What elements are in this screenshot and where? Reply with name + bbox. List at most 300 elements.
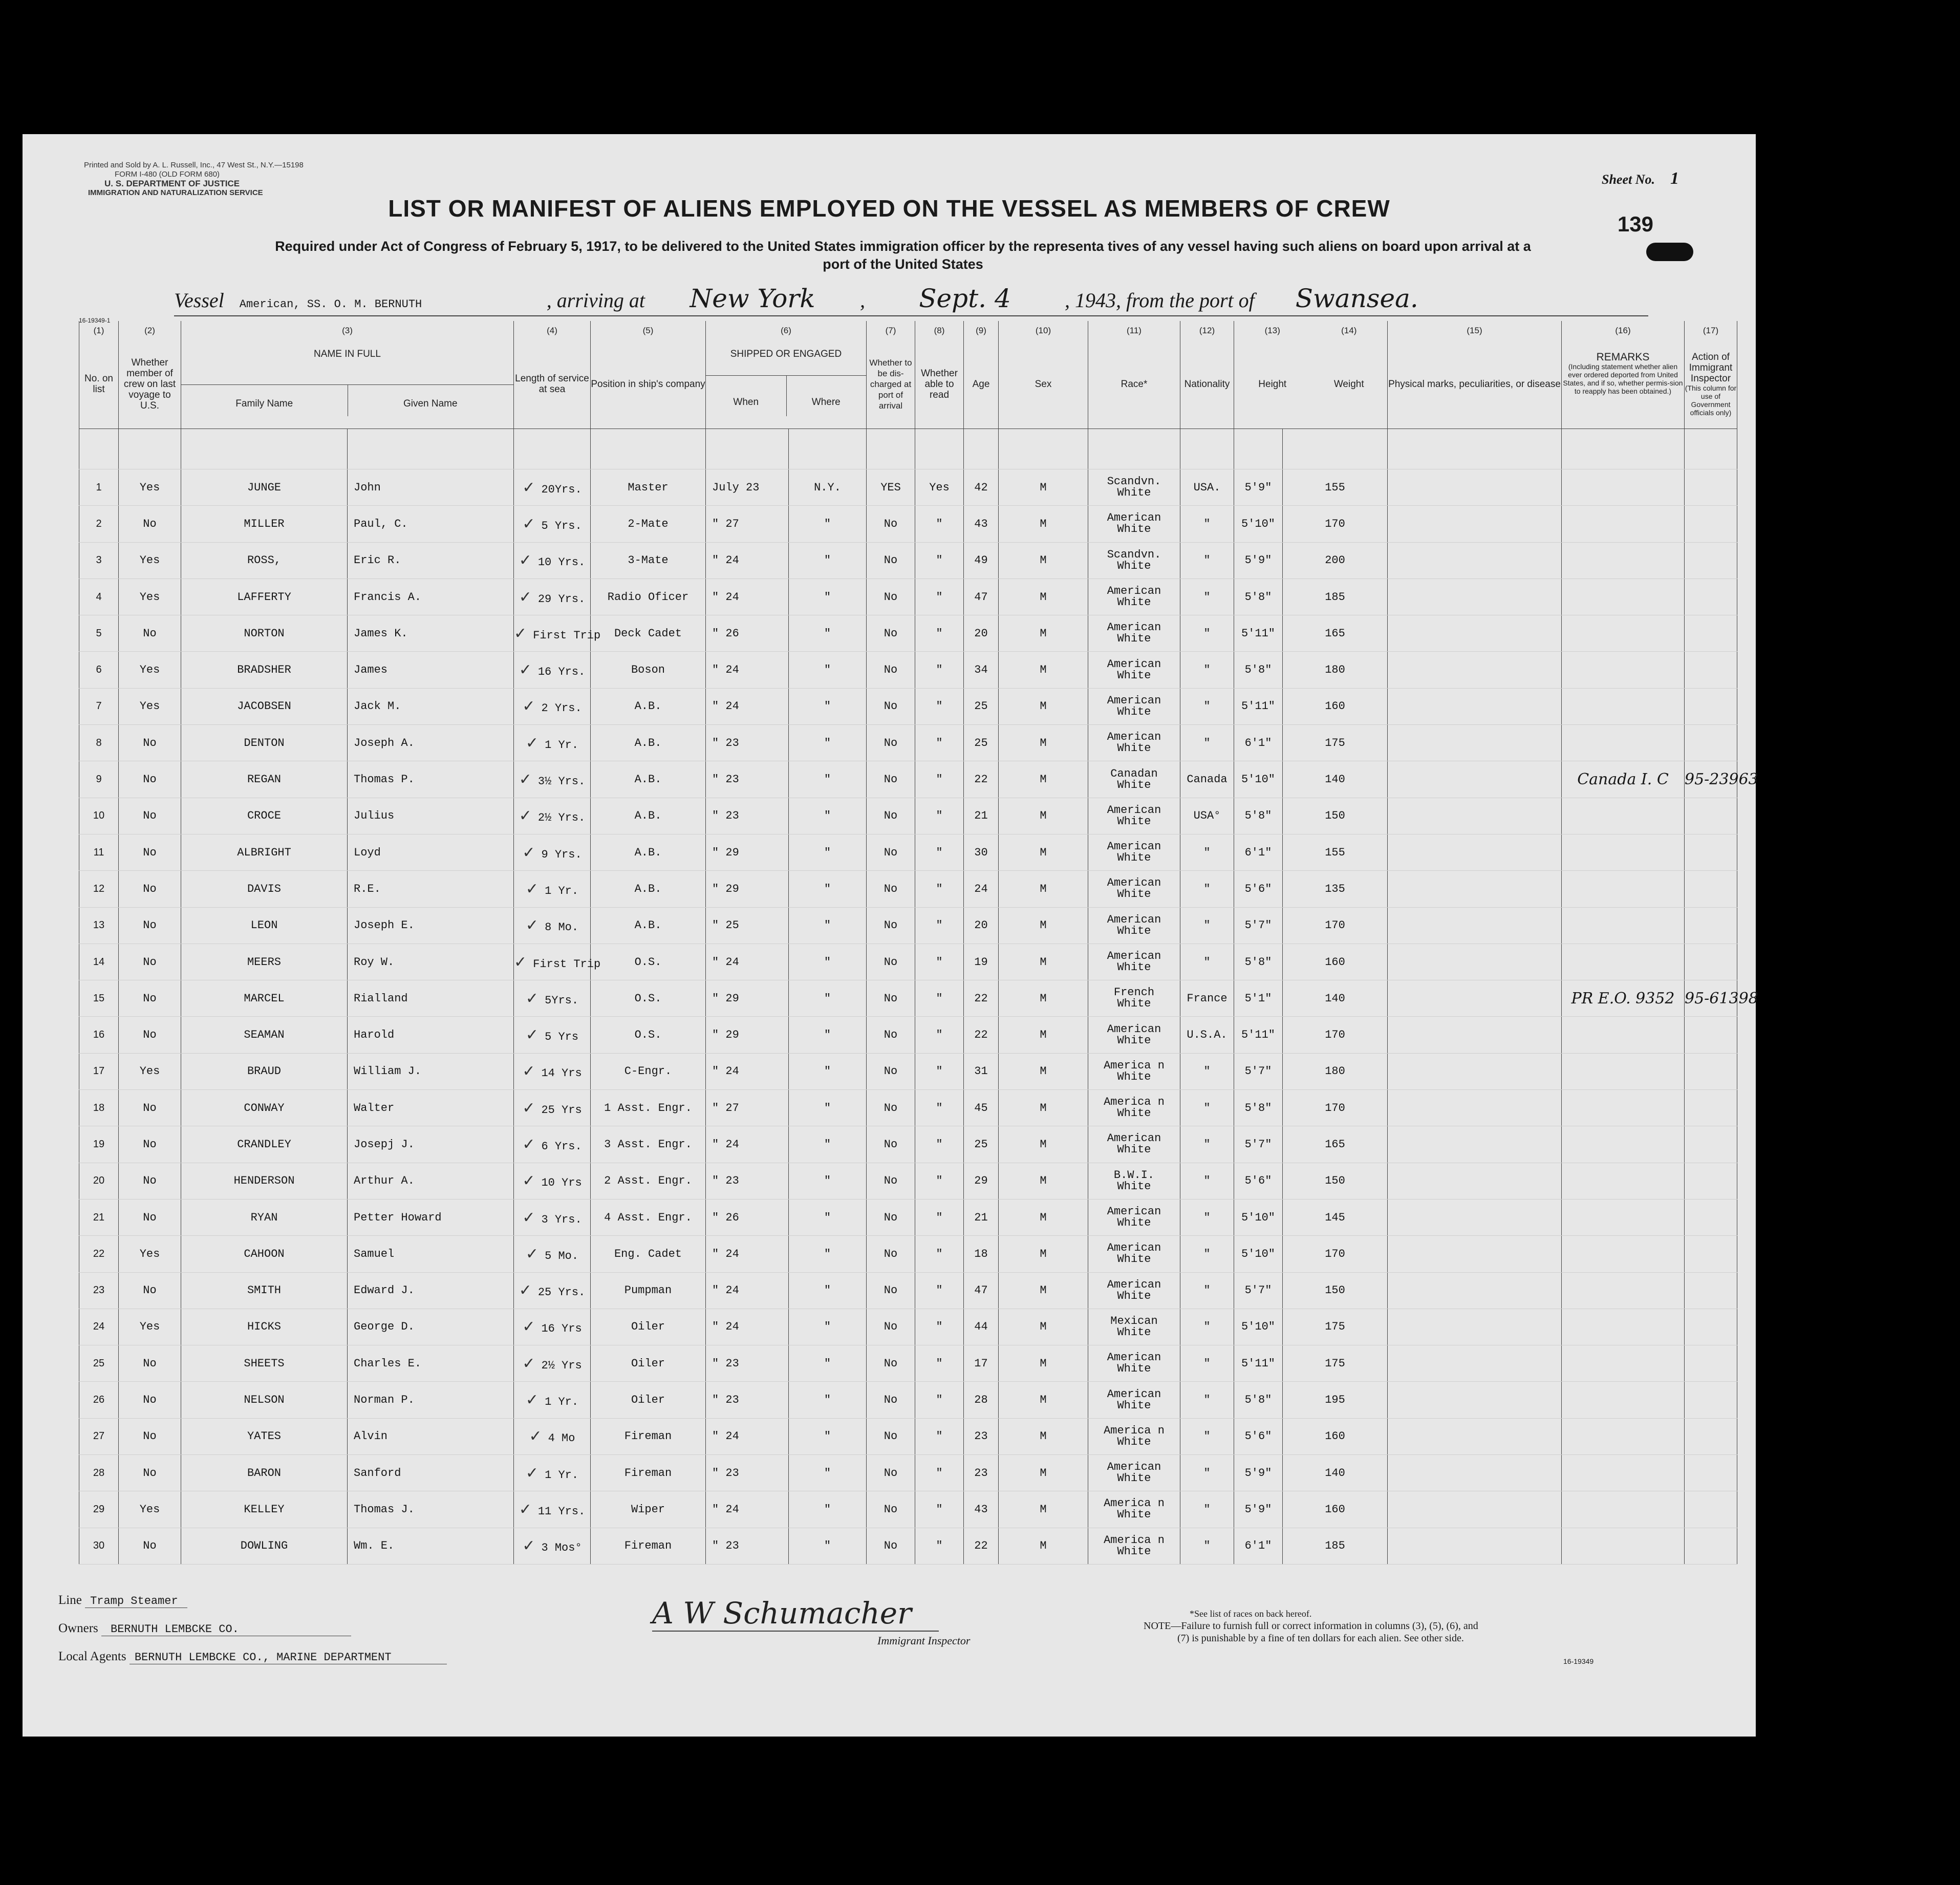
cell-given-name: Julius (348, 798, 514, 834)
cell-physical-marks (1388, 871, 1562, 907)
race-line: America n (1104, 1096, 1165, 1109)
cell-race (1088, 834, 1180, 870)
cell-age: 31 (964, 1053, 999, 1089)
cell-family-name: ALBRIGHT (181, 834, 348, 870)
cell-action (1685, 688, 1737, 724)
race-line: White (1117, 1399, 1151, 1412)
cell-when: " 23 (706, 761, 789, 798)
header-height-weight (1234, 339, 1388, 429)
cell-height: 5'10" (1234, 1309, 1283, 1345)
cell-remarks (1562, 615, 1685, 652)
form-ref-top: 16-19349-1 (79, 317, 111, 324)
cell-discharged: No (867, 1309, 915, 1345)
cell-able-read: " (915, 506, 964, 542)
cell-family-name: REGAN (181, 761, 348, 798)
cell-age: 17 (964, 1345, 999, 1382)
cell-no: 14 (79, 944, 119, 980)
cell-service (514, 1418, 591, 1454)
cell-sex: M (999, 871, 1088, 907)
cell-able-read: " (915, 834, 964, 870)
cell-service (514, 1236, 591, 1272)
cell-discharged: No (867, 907, 915, 944)
cell-action (1685, 542, 1737, 579)
cell-age: 44 (964, 1309, 999, 1345)
cell-when: " 25 (706, 907, 789, 944)
cell-where: " (789, 1418, 867, 1454)
cell-where: " (789, 652, 867, 688)
service-value: 16 Yrs (541, 1322, 582, 1336)
cell-race (1088, 1455, 1180, 1491)
cell-physical-marks (1388, 834, 1562, 870)
printer-imprint (84, 161, 304, 198)
manifest-sheet (23, 134, 1756, 1737)
cell-age: 47 (964, 1272, 999, 1309)
service-value: 5Yrs. (545, 994, 579, 1007)
check-mark-icon: ✓ (519, 770, 532, 789)
cell-age: 43 (964, 506, 999, 542)
cell-when: " 24 (706, 652, 789, 688)
cell-given-name: R.E. (348, 871, 514, 907)
cell-service (514, 1345, 591, 1382)
cell-last-voyage: No (119, 1455, 181, 1491)
inspector-label: Immigrant Inspector (877, 1634, 971, 1647)
cell-remarks (1562, 688, 1685, 724)
cell-action (1685, 579, 1737, 615)
cell-given-name: Francis A. (348, 579, 514, 615)
cell-family-name: SMITH (181, 1272, 348, 1309)
race-line: American (1107, 1241, 1161, 1255)
table-row (79, 1236, 1737, 1272)
race-line: White (1117, 1289, 1151, 1302)
cell-action (1685, 1126, 1737, 1163)
cell-position: 2 Asst. Engr. (591, 1163, 706, 1199)
cell-age: 47 (964, 579, 999, 615)
table-row (79, 652, 1737, 688)
cell-discharged: No (867, 944, 915, 980)
header-given-name: Given Name (403, 398, 458, 409)
cell-nationality: " (1180, 1382, 1234, 1418)
cell-remarks (1562, 798, 1685, 834)
race-line: White (1117, 596, 1151, 609)
table-row (79, 1309, 1737, 1345)
imprint-line: FORM I-480 (OLD FORM 680) (115, 170, 220, 179)
table-row (79, 725, 1737, 761)
col-num: (7) (867, 321, 915, 339)
cell-able-read: " (915, 980, 964, 1017)
cell-no: 18 (79, 1090, 119, 1126)
cell-physical-marks (1388, 1491, 1562, 1528)
cell-weight: 165 (1283, 1126, 1388, 1163)
header-no-on-list: No. on list (79, 339, 119, 429)
col-num: (3) (181, 321, 514, 339)
check-mark-icon: ✓ (519, 551, 532, 570)
cell-able-read: " (915, 1491, 964, 1528)
cell-no: 5 (79, 615, 119, 652)
cell-sex: M (999, 1345, 1088, 1382)
cell-service (514, 761, 591, 798)
race-line: White (1117, 1107, 1151, 1120)
cell-age: 24 (964, 871, 999, 907)
table-row (79, 615, 1737, 652)
cell-when: " 23 (706, 1528, 789, 1564)
cell-where: " (789, 761, 867, 798)
cell-given-name: Walter (348, 1090, 514, 1126)
cell-no: 25 (79, 1345, 119, 1382)
race-line: American (1107, 840, 1161, 853)
race-line: American (1107, 511, 1161, 525)
cell-nationality: " (1180, 1418, 1234, 1454)
race-line: American (1107, 731, 1161, 744)
col-num: (11) (1088, 321, 1180, 339)
cell-where: " (789, 688, 867, 724)
cell-action (1685, 469, 1737, 506)
cell-position: 3 Asst. Engr. (591, 1126, 706, 1163)
cell-position: C-Engr. (591, 1053, 706, 1089)
cell-physical-marks (1388, 1309, 1562, 1345)
cell-family-name: HICKS (181, 1309, 348, 1345)
cell-discharged: No (867, 1455, 915, 1491)
cell-position: A.B. (591, 798, 706, 834)
sheet-number (1602, 169, 1679, 188)
cell-no: 8 (79, 725, 119, 761)
cell-age: 19 (964, 944, 999, 980)
table-row (79, 579, 1737, 615)
cell-weight: 165 (1283, 615, 1388, 652)
cell-no: 1 (79, 469, 119, 506)
cell-race (1088, 907, 1180, 944)
check-mark-icon: ✓ (522, 843, 535, 862)
cell-race (1088, 1418, 1180, 1454)
cell-age: 22 (964, 980, 999, 1017)
cell-race (1088, 542, 1180, 579)
cell-when: " 29 (706, 1017, 789, 1053)
cell-age: 25 (964, 1126, 999, 1163)
cell-physical-marks (1388, 1418, 1562, 1454)
cell-remarks (1562, 1382, 1685, 1418)
table-row (79, 1528, 1737, 1564)
cell-given-name: Joseph E. (348, 907, 514, 944)
cell-position: Fireman (591, 1418, 706, 1454)
form-title: LIST OR MANIFEST OF ALIENS EMPLOYED ON THE VESSEL AS MEMBERS OF CREW (388, 195, 1390, 222)
cell-family-name: JACOBSEN (181, 688, 348, 724)
arriving-label: , arriving at (546, 289, 645, 312)
cell-service (514, 871, 591, 907)
cell-sex: M (999, 1528, 1088, 1564)
cell-discharged: No (867, 725, 915, 761)
cell-able-read: " (915, 579, 964, 615)
cell-when: " 24 (706, 1309, 789, 1345)
cell-sex: M (999, 725, 1088, 761)
table-row (79, 907, 1737, 944)
cell-nationality: " (1180, 1236, 1234, 1272)
cell-no: 24 (79, 1309, 119, 1345)
cell-physical-marks (1388, 1382, 1562, 1418)
race-line: White (1117, 486, 1151, 500)
header-discharged: Whether to be dis-charged at port of arrival (867, 339, 915, 429)
check-mark-icon: ✓ (514, 953, 527, 971)
cell-position: A.B. (591, 871, 706, 907)
cell-position: 1 Asst. Engr. (591, 1090, 706, 1126)
cell-age: 20 (964, 615, 999, 652)
cell-nationality: France (1180, 980, 1234, 1017)
header-length-service: Length of service at sea (514, 339, 591, 429)
cell-weight: 160 (1283, 688, 1388, 724)
cell-position: Wiper (591, 1491, 706, 1528)
cell-remarks (1562, 1309, 1685, 1345)
cell-able-read: " (915, 688, 964, 724)
cell-physical-marks (1388, 944, 1562, 980)
race-line: America n (1104, 1533, 1165, 1547)
cell-remarks (1562, 871, 1685, 907)
cell-sex: M (999, 761, 1088, 798)
cell-where: " (789, 1017, 867, 1053)
cell-age: 25 (964, 688, 999, 724)
cell-weight: 155 (1283, 834, 1388, 870)
cell-no: 10 (79, 798, 119, 834)
cell-last-voyage: No (119, 980, 181, 1017)
check-mark-icon: ✓ (522, 1172, 535, 1190)
check-mark-icon: ✓ (519, 1281, 532, 1300)
header-height: Height (1258, 378, 1287, 390)
cell-able-read: " (915, 1309, 964, 1345)
cell-when: " 24 (706, 1053, 789, 1089)
cell-discharged: No (867, 1090, 915, 1126)
service-value: 1 Yr. (545, 884, 579, 897)
cell-position: Deck Cadet (591, 615, 706, 652)
cell-nationality: " (1180, 1528, 1234, 1564)
cell-discharged: No (867, 615, 915, 652)
cell-family-name: CONWAY (181, 1090, 348, 1126)
cell-position: Pumpman (591, 1272, 706, 1309)
cell-discharged: No (867, 1491, 915, 1528)
service-value: First Trip (533, 957, 601, 971)
cell-height: 5'7" (1234, 1053, 1283, 1089)
table-row (79, 688, 1737, 724)
cell-physical-marks (1388, 1199, 1562, 1235)
header-weight: Weight (1333, 378, 1364, 390)
cell-able-read: " (915, 725, 964, 761)
cell-discharged: No (867, 1199, 915, 1235)
note-line: (7) is punishable by a fine of ten dollars for each alien. See other side. (1177, 1633, 1464, 1644)
cell-service (514, 834, 591, 870)
cell-discharged: No (867, 1418, 915, 1454)
cell-last-voyage: No (119, 506, 181, 542)
cell-last-voyage: No (119, 1090, 181, 1126)
race-line: American (1107, 1461, 1161, 1474)
cell-no: 23 (79, 1272, 119, 1309)
cell-no: 9 (79, 761, 119, 798)
cell-service (514, 542, 591, 579)
race-line: American (1107, 1132, 1161, 1145)
cell-where: " (789, 798, 867, 834)
table-row (79, 798, 1737, 834)
cell-race (1088, 1053, 1180, 1089)
table-row (79, 1017, 1737, 1053)
cell-discharged: No (867, 652, 915, 688)
cell-race (1088, 652, 1180, 688)
cell-action (1685, 1418, 1737, 1454)
cell-where: " (789, 980, 867, 1017)
cell-where: " (789, 1199, 867, 1235)
cell-nationality: " (1180, 688, 1234, 724)
cell-family-name: KELLEY (181, 1491, 348, 1528)
cell-weight: 185 (1283, 579, 1388, 615)
cell-height: 5'9" (1234, 542, 1283, 579)
cell-no: 2 (79, 506, 119, 542)
cell-age: 43 (964, 1491, 999, 1528)
cell-position: Oiler (591, 1382, 706, 1418)
cell-action (1685, 506, 1737, 542)
cell-remarks (1562, 1053, 1685, 1089)
cell-action (1685, 1017, 1737, 1053)
cell-able-read: " (915, 1236, 964, 1272)
cell-race (1088, 1236, 1180, 1272)
cell-where: " (789, 1309, 867, 1345)
cell-no: 3 (79, 542, 119, 579)
cell-discharged: No (867, 1272, 915, 1309)
cell-last-voyage: No (119, 834, 181, 870)
cell-action (1685, 1528, 1737, 1564)
cell-remarks (1562, 506, 1685, 542)
cell-given-name: Wm. E. (348, 1528, 514, 1564)
cell-able-read: " (915, 542, 964, 579)
cell-action (1685, 1455, 1737, 1491)
cell-race (1088, 506, 1180, 542)
cell-race (1088, 944, 1180, 980)
cell-remarks (1562, 1236, 1685, 1272)
cell-age: 34 (964, 652, 999, 688)
cell-family-name: MEERS (181, 944, 348, 980)
cell-sex: M (999, 1382, 1088, 1418)
header-when: When (733, 397, 759, 408)
cell-no: 13 (79, 907, 119, 944)
cell-when: " 24 (706, 688, 789, 724)
cell-service (514, 652, 591, 688)
cell-given-name: John (348, 469, 514, 506)
cell-nationality: " (1180, 542, 1234, 579)
cell-no: 29 (79, 1491, 119, 1528)
cell-remarks (1562, 1491, 1685, 1528)
cell-weight: 175 (1283, 725, 1388, 761)
cell-height: 5'7" (1234, 1272, 1283, 1309)
cell-height: 6'1" (1234, 1528, 1283, 1564)
cell-service (514, 615, 601, 652)
cell-height: 5'7" (1234, 1126, 1283, 1163)
race-line: American (1107, 694, 1161, 707)
cell-service (514, 1126, 591, 1163)
race-line: White (1117, 1253, 1151, 1266)
cell-weight: 150 (1283, 798, 1388, 834)
cell-physical-marks (1388, 1236, 1562, 1272)
cell-last-voyage: No (119, 798, 181, 834)
cell-given-name: Loyd (348, 834, 514, 870)
cell-family-name: DOWLING (181, 1528, 348, 1564)
cell-when: " 24 (706, 944, 789, 980)
check-mark-icon: ✓ (522, 697, 535, 716)
cell-height: 5'8" (1234, 944, 1283, 980)
check-mark-icon: ✓ (522, 1354, 535, 1373)
cell-where: " (789, 834, 867, 870)
cell-family-name: JUNGE (181, 469, 348, 506)
cell-position: A.B. (591, 907, 706, 944)
check-mark-icon: ✓ (522, 1537, 535, 1555)
service-value: 3 Yrs. (541, 1213, 582, 1226)
cell-given-name: Josepj J. (348, 1126, 514, 1163)
race-line: White (1117, 778, 1151, 791)
cell-nationality: " (1180, 907, 1234, 944)
cell-sex: M (999, 615, 1088, 652)
service-value: 5 Mo. (545, 1249, 579, 1262)
cell-last-voyage: No (119, 1199, 181, 1235)
cell-weight: 170 (1283, 1017, 1388, 1053)
cell-service (514, 1163, 591, 1199)
cell-able-read: Yes (915, 469, 964, 506)
cell-no: 22 (79, 1236, 119, 1272)
cell-position: 4 Asst. Engr. (591, 1199, 706, 1235)
cell-where: " (789, 1090, 867, 1126)
cell-when: " 23 (706, 1163, 789, 1199)
cell-weight: 185 (1283, 1528, 1388, 1564)
cell-given-name: Alvin (348, 1418, 514, 1454)
check-mark-icon: ✓ (522, 1135, 535, 1153)
table-row (79, 871, 1737, 907)
cell-nationality: " (1180, 1345, 1234, 1382)
cell-position: A.B. (591, 725, 706, 761)
check-mark-icon: ✓ (525, 916, 539, 935)
race-line: American (1107, 1387, 1161, 1401)
cell-when: " 24 (706, 579, 789, 615)
cell-race (1088, 1528, 1180, 1564)
cell-sex: M (999, 1309, 1088, 1345)
cell-physical-marks (1388, 542, 1562, 579)
cell-nationality: " (1180, 1272, 1234, 1309)
cell-able-read: " (915, 1418, 964, 1454)
sheet-number-value: 1 (1670, 169, 1679, 188)
cell-when: " 27 (706, 506, 789, 542)
cell-remarks (1562, 652, 1685, 688)
cell-last-voyage: No (119, 1345, 181, 1382)
cell-weight: 170 (1283, 1090, 1388, 1126)
cell-no: 15 (79, 980, 119, 1017)
cell-given-name: Thomas P. (348, 761, 514, 798)
cell-remarks (1562, 1126, 1685, 1163)
cell-when: " 24 (706, 1236, 789, 1272)
col-num-pair (1234, 321, 1388, 339)
cell-discharged: No (867, 1382, 915, 1418)
cell-nationality: " (1180, 1199, 1234, 1235)
cell-age: 30 (964, 834, 999, 870)
cell-weight: 180 (1283, 652, 1388, 688)
cell-action: 95-23963 (1685, 761, 1737, 798)
race-line: American (1107, 1351, 1161, 1364)
note-line: *See list of races on back hereof. (1190, 1609, 1312, 1619)
cell-able-read: " (915, 615, 964, 652)
race-line: American (1107, 950, 1161, 962)
cell-action (1685, 1163, 1737, 1199)
cell-last-voyage: Yes (119, 1053, 181, 1089)
cell-sex: M (999, 834, 1088, 870)
cell-discharged: No (867, 542, 915, 579)
cell-family-name: RYAN (181, 1199, 348, 1235)
cell-given-name: Eric R. (348, 542, 514, 579)
cell-position: Fireman (591, 1455, 706, 1491)
cell-weight: 170 (1283, 506, 1388, 542)
cell-when: " 24 (706, 1491, 789, 1528)
line-field (58, 1593, 187, 1608)
cell-height: 5'11" (1234, 688, 1283, 724)
cell-nationality: " (1180, 725, 1234, 761)
cell-nationality: " (1180, 1455, 1234, 1491)
